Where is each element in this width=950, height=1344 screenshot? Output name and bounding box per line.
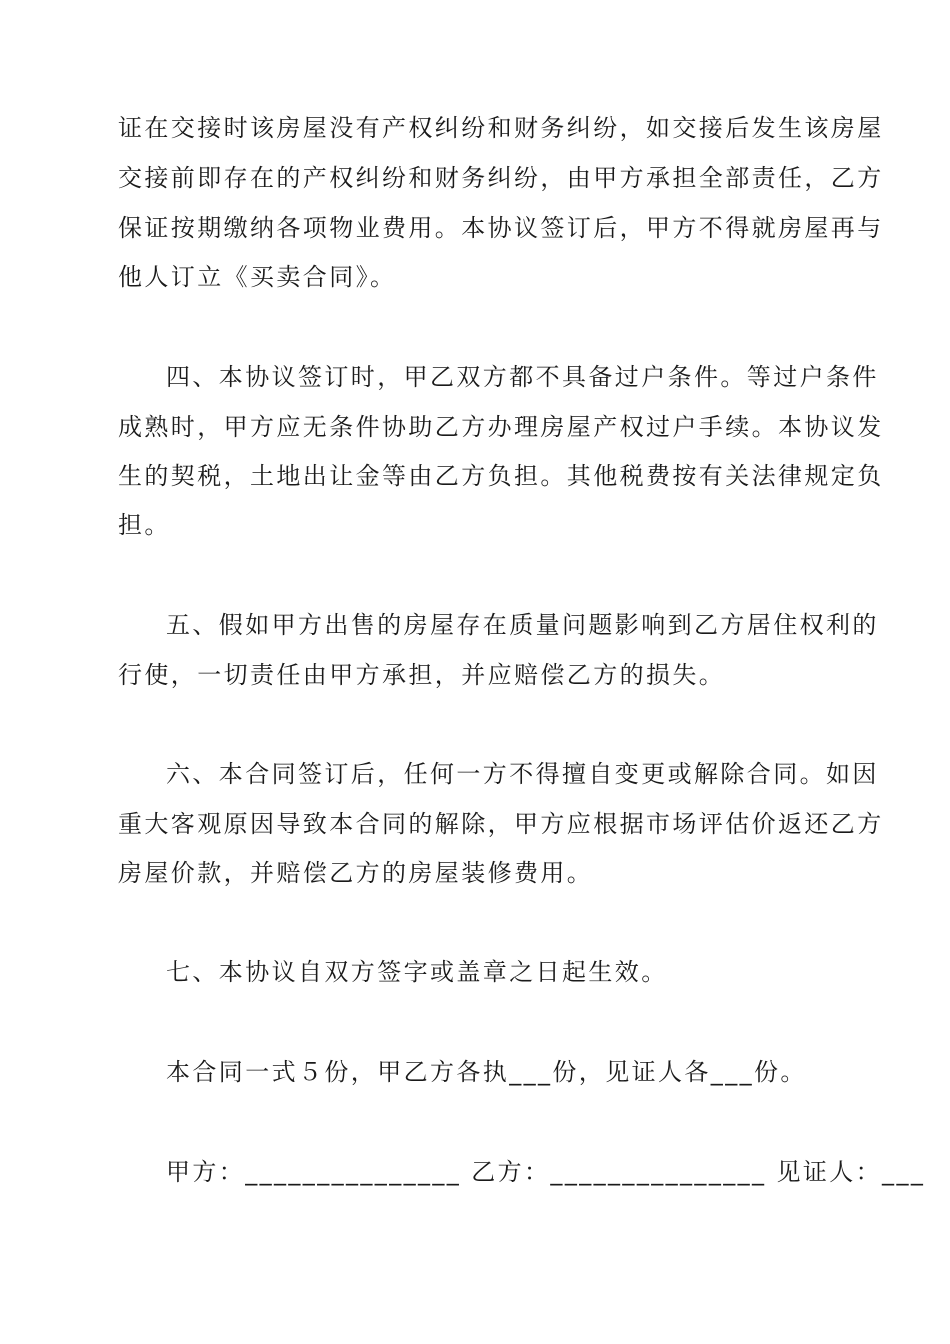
clause-5-line-2: 行使，一切责任由甲方承担，并应赔偿乙方的损失。 bbox=[118, 661, 726, 689]
clause-3-line-2: 交接前即存在的产权纠纷和财务纠纷，由甲方承担全部责任，乙方 bbox=[118, 164, 884, 192]
clause-6-line-3: 房屋价款，并赔偿乙方的房屋装修费用。 bbox=[118, 859, 594, 887]
clause-5-line-1: 五、假如甲方出售的房屋存在质量问题影响到乙方居住权利的 bbox=[166, 611, 879, 639]
clause-7-line-1: 七、本协议自双方签字或盖章之日起生效。 bbox=[166, 958, 668, 986]
clause-6-line-1: 六、本合同签订后，任何一方不得擅自变更或解除合同。如因 bbox=[166, 760, 879, 788]
clause-4-line-2: 成熟时，甲方应无条件协助乙方办理房屋产权过户手续。本协议发 bbox=[118, 413, 884, 441]
clause-4-line-4: 担。 bbox=[118, 511, 171, 539]
copies-statement: 本合同一式５份，甲乙方各执___份，见证人各___份。 bbox=[166, 1058, 807, 1086]
clause-3-line-3: 保证按期缴纳各项物业费用。本协议签订后，甲方不得就房屋再与 bbox=[118, 214, 884, 242]
clause-4-line-3: 生的契税，土地出让金等由乙方负担。其他税费按有关法律规定负 bbox=[118, 462, 884, 490]
clause-3-line-4: 他人订立《买卖合同》。 bbox=[118, 263, 397, 291]
clause-6-line-2: 重大客观原因导致本合同的解除，甲方应根据市场评估价返还乙方 bbox=[118, 810, 884, 838]
signature-line: 甲方：_______________ 乙方：_______________ 见证人：___ bbox=[166, 1158, 926, 1186]
clause-3-line-1: 证在交接时该房屋没有产权纠纷和财务纠纷，如交接后发生该房屋 bbox=[118, 114, 884, 142]
clause-4-line-1: 四、本协议签订时，甲乙双方都不具备过户条件。等过户条件 bbox=[166, 363, 879, 391]
